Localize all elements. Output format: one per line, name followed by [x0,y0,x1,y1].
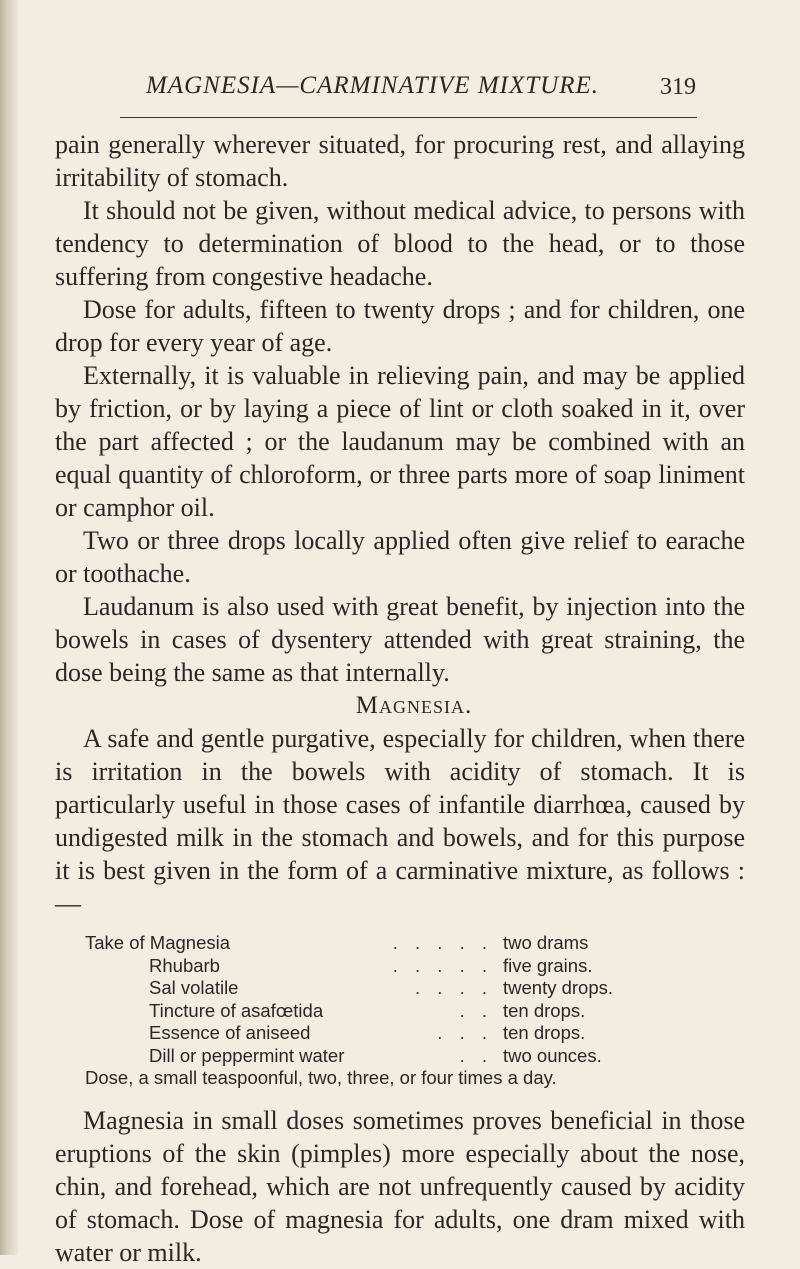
running-head-title: MAGNESIA—CARMINATIVE MIXTURE. [146,72,599,99]
recipe-quantity: two ounces. [503,1044,602,1066]
recipe-dose: Dose, a small teaspoonful, two, three, or four times a day. [85,1067,557,1088]
recipe-row [85,932,725,955]
recipe-row [85,977,725,1000]
dot-leader: . . [459,1044,493,1066]
recipe-quantity: five grains. [503,954,593,976]
recipe-ingredient: Rhubarb [149,954,220,976]
header-rule [120,117,697,118]
recipe [85,932,725,1090]
paragraph: Two or three drops locally applied often give relief to earache or toothache. [55,526,745,588]
body-text [55,128,745,1269]
recipe-ingredient: Tincture of asafœtida [149,999,324,1021]
recipe-ingredient: Take of Magnesia [85,932,231,953]
dot-leader: . . . . [415,977,493,998]
page-number: 319 [660,74,696,100]
recipe-ingredient: Essence of aniseed [149,1022,311,1043]
recipe-quantity: ten drops. [503,1022,586,1043]
recipe-ingredient: Dill or peppermint water [149,1044,345,1066]
dot-leader: . . . . . [392,932,493,953]
recipe-row [85,1045,725,1068]
paragraph: Laudanum is also used with great benefit, by injection into the bowels in cases of dysentery attended with great straining, the dose being the same as that internally. [55,592,745,687]
recipe-row [85,1000,725,1023]
recipe-quantity: ten drops. [503,999,586,1021]
intro-paragraph: A safe and gentle purgative, especially for children, when there is irritation in the bowels with acidity of stomach. It is particularly useful in those cases of infantile diarrhœa, caused by undigested milk in the stomach and bowels, and for this purpose it is best given in the form of a carminative mixture, as follows :— [55,724,745,918]
recipe-row [85,955,725,978]
recipe-quantity: two drams [503,932,589,953]
paragraph: pain generally wherever situated, for procuring rest, and allaying irritability of stomach. [55,130,745,192]
running-head [146,72,696,112]
section-heading: Magnesia. [355,692,473,719]
recipe-row [85,1022,725,1045]
recipe-ingredient: Sal volatile [149,977,239,998]
closing-paragraph: Magnesia in small doses sometimes proves beneficial in those eruptions of the skin (pimples) more especially about the nose, chin, and forehead, which are not unfrequently caused by acidity of stomach. Dose of magnesia for adults, one dram mixed with water or milk. [55,1105,745,1267]
paragraph: It should not be given, without medical advice, to persons with tendency to determination of blood to the head, or to those suffering from congestive headache. [55,196,745,291]
paragraph: Dose for adults, fifteen to twenty drops ; and for children, one drop for every year of age. [55,295,745,357]
dot-leader: . . . [437,1022,493,1043]
dot-leader: . . . . . [392,954,493,976]
recipe-quantity: twenty drops. [503,977,614,998]
dot-leader: . . [459,999,493,1021]
paragraph: Externally, it is valuable in relieving pain, and may be applied by friction, or by laying a piece of lint or cloth soaked in it, over the part affected ; or the laudanum may be combined with an equal quantity of chloroform, or three parts more of soap liniment or camphor oil. [55,361,745,522]
